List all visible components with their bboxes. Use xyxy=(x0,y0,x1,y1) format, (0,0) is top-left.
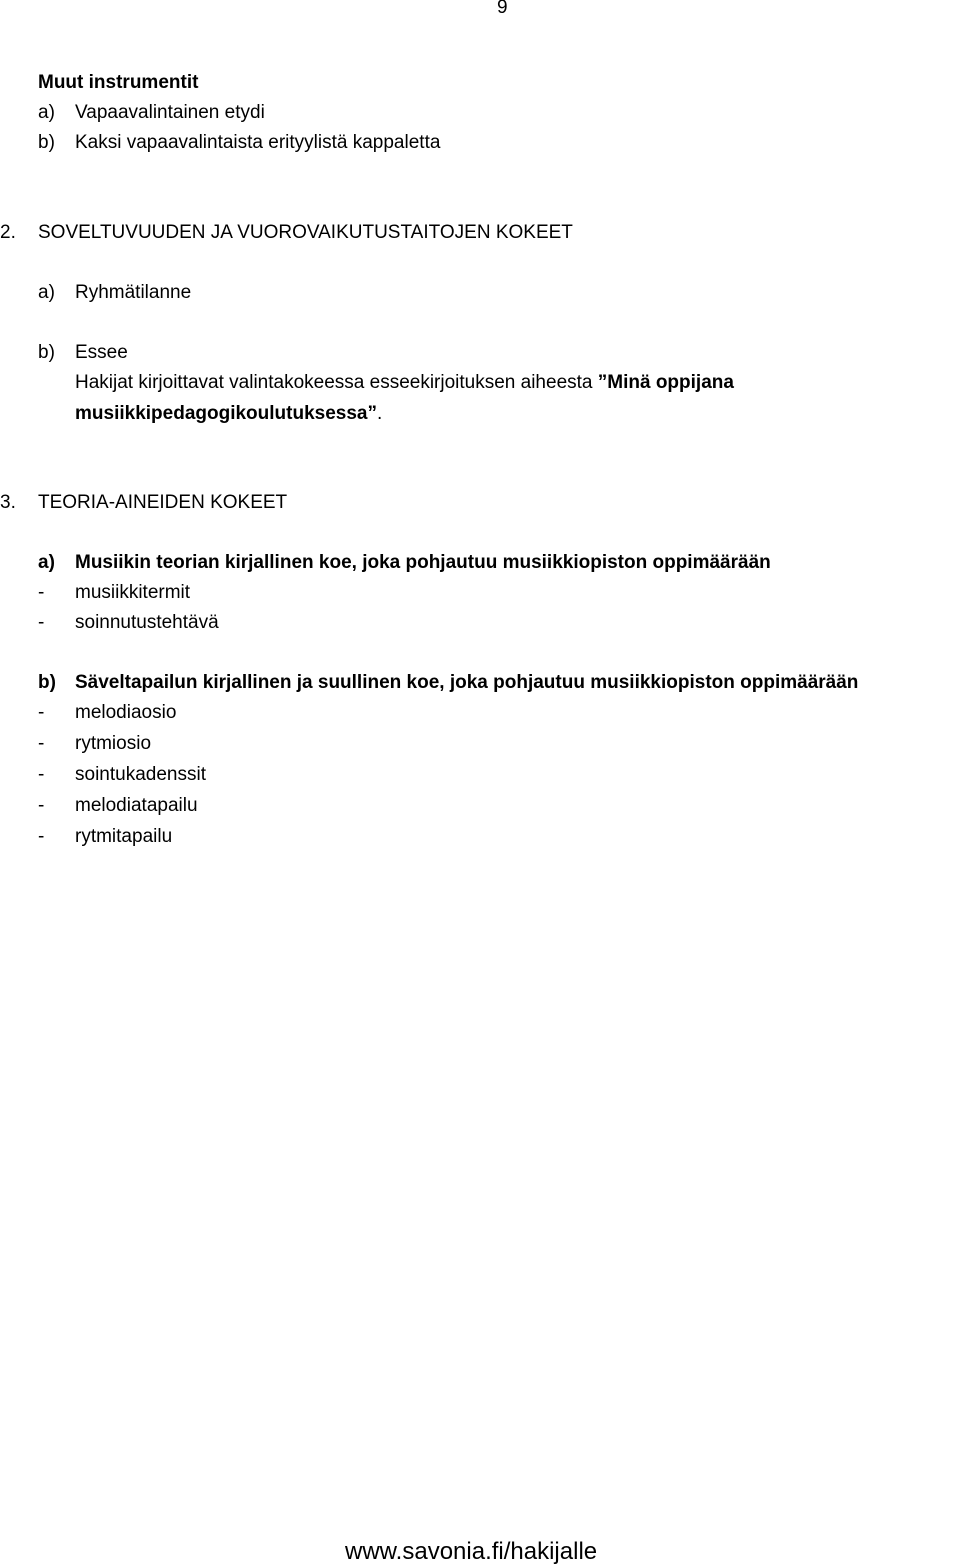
dash: - xyxy=(38,826,45,847)
dash: - xyxy=(38,702,45,723)
bullet-item xyxy=(38,581,190,605)
footer-link[interactable]: www.savonia.fi/hakijalle xyxy=(345,1538,598,1565)
list-item xyxy=(38,671,858,695)
bullet-item xyxy=(38,701,176,725)
bullet-item xyxy=(38,763,206,787)
section-heading-3 xyxy=(0,491,287,515)
bullet-text: melodiaosio xyxy=(75,702,177,723)
list-item xyxy=(38,281,191,305)
item-label: a) xyxy=(38,102,55,123)
bullet-item xyxy=(38,611,219,635)
list-item xyxy=(38,551,771,575)
bullet-item xyxy=(38,825,172,849)
bullet-item xyxy=(38,732,151,756)
dash: - xyxy=(38,764,45,785)
essay-description-text: Hakijat kirjoittavat valintakokeessa esseekirjoituksen aiheesta xyxy=(75,372,598,393)
bullet-text: sointukadenssit xyxy=(75,764,206,785)
bullet-text: melodiatapailu xyxy=(75,795,198,816)
item-label: a) xyxy=(38,552,55,573)
section-title: SOVELTUVUUDEN JA VUOROVAIKUTUSTAITOJEN KOKEET xyxy=(38,222,573,243)
item-text: Kaksi vapaavalintaista erityylistä kappaletta xyxy=(75,132,441,153)
item-text: Säveltapailun kirjallinen ja suullinen koe, joka pohjautuu musiikkiopiston oppimäärään xyxy=(75,672,859,693)
item-text: Vapaavalintainen etydi xyxy=(75,102,265,123)
item-label: b) xyxy=(38,672,56,693)
page-number: 9 xyxy=(497,0,508,18)
section-number: 2. xyxy=(0,222,16,243)
bullet-text: soinnutustehtävä xyxy=(75,612,219,633)
essay-description xyxy=(75,371,734,395)
bullet-item xyxy=(38,794,198,818)
essay-description-line-2 xyxy=(75,402,382,426)
dash: - xyxy=(38,795,45,816)
bullet-text: rytmiosio xyxy=(75,733,152,754)
list-item xyxy=(38,101,265,125)
list-item xyxy=(38,341,128,365)
item-text: Essee xyxy=(75,342,128,363)
item-text: Ryhmätilanne xyxy=(75,282,192,303)
section-title: TEORIA-AINEIDEN KOKEET xyxy=(38,492,288,513)
item-label: b) xyxy=(38,342,55,363)
section-number: 3. xyxy=(0,492,16,513)
section-heading-muut: Muut instrumentit xyxy=(38,72,199,93)
item-label: b) xyxy=(38,132,55,153)
dash: - xyxy=(38,612,45,633)
list-item xyxy=(38,131,440,155)
dash: - xyxy=(38,733,45,754)
essay-topic-part-1: ”Minä oppijana xyxy=(597,372,734,393)
bullet-text: musiikkitermit xyxy=(75,582,191,603)
section-heading-2 xyxy=(0,221,573,245)
item-label: a) xyxy=(38,282,55,303)
essay-topic-part-2: musiikkipedagogikoulutuksessa” xyxy=(75,403,377,424)
bullet-text: rytmitapailu xyxy=(75,826,173,847)
item-text: Musiikin teorian kirjallinen koe, joka pohjautuu musiikkiopiston oppimäärään xyxy=(75,552,771,573)
essay-description-end: . xyxy=(376,403,383,424)
dash: - xyxy=(38,582,45,603)
